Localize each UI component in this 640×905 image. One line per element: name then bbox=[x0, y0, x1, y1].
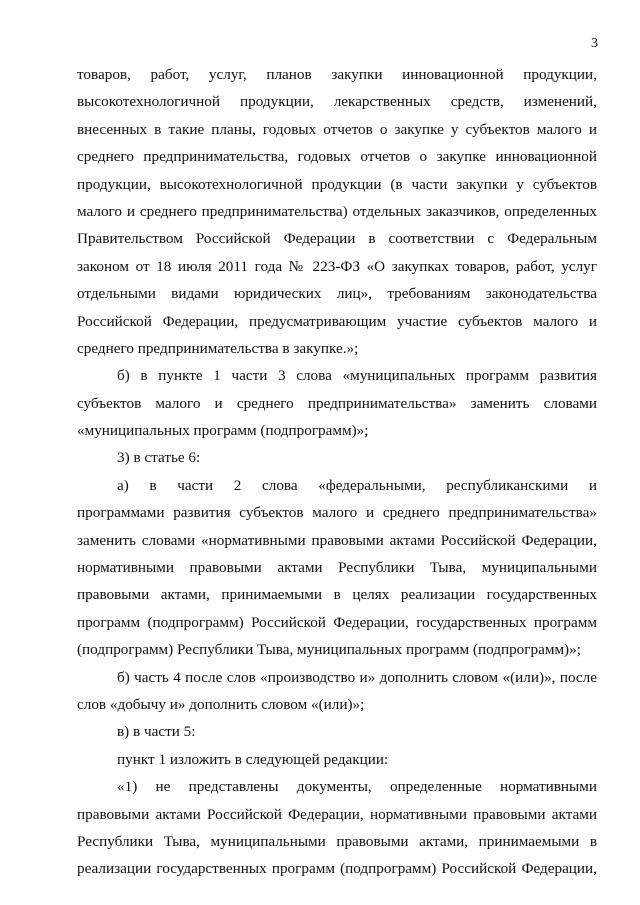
text-line: в) в части 5: bbox=[117, 723, 196, 741]
text-line: правовыми актами, принимаемыми в целях реализации государственных bbox=[77, 586, 597, 604]
text-line: пункт 1 изложить в следующей редакции: bbox=[117, 750, 389, 768]
text-line: высокотехнологичной продукции, лекарственных средств, изменений, bbox=[77, 93, 597, 111]
text-line: нормативными правовыми актами Республики Тыва, муниципальными bbox=[77, 559, 597, 577]
text-line: товаров, работ, услуг, планов закупки инновационной продукции, bbox=[77, 66, 597, 83]
text-line: внесенных в такие планы, годовых отчетов о закупке у субъектов малого и bbox=[77, 120, 597, 138]
text-line: программ (подпрограмм) Российской Федерации, государственных программ bbox=[77, 613, 597, 631]
paragraph bbox=[77, 362, 597, 444]
text-line: среднего предпринимательства в закупке.»; bbox=[77, 339, 359, 357]
paragraph bbox=[77, 664, 597, 719]
text-line: «муниципальных программ (подпрограмм)»; bbox=[77, 422, 369, 440]
paragraph bbox=[77, 773, 597, 883]
paragraph bbox=[77, 61, 597, 362]
text-line: (подпрограмм) Республики Тыва, муниципальных программ (подпрограмм)»; bbox=[77, 641, 581, 659]
text-line: 3) в статье 6: bbox=[117, 449, 201, 467]
text-line: Правительством Российской Федерации в соответствии с Федеральным bbox=[77, 230, 597, 248]
text-line: продукции, высокотехнологичной продукции (в части закупки у субъектов bbox=[77, 175, 597, 193]
text-line: отдельными видами юридических лиц», требованиям законодательства bbox=[77, 285, 597, 303]
text-line: б) часть 4 после слов «производство и» дополнить словом «(или)», после bbox=[117, 668, 597, 686]
paragraph bbox=[77, 444, 597, 471]
text-line: субъектов малого и среднего предпринимательства» заменить словами bbox=[77, 394, 597, 412]
text-line: а) в части 2 слова «федеральными, республиканскими и bbox=[117, 476, 597, 494]
text-line: правовыми актами Российской Федерации, нормативными правовыми актами bbox=[77, 805, 597, 823]
text-line: Российской Федерации, предусматривающим участие субъектов малого и bbox=[77, 312, 597, 330]
text-line: заменить словами «нормативными правовыми актами Российской Федерации, bbox=[77, 531, 597, 549]
text-line: малого и среднего предпринимательства) отдельных заказчиков, определенных bbox=[77, 202, 597, 220]
text-line: реализации государственных программ (подпрограмм) Российской Федерации, bbox=[77, 860, 597, 878]
text-line: «1) не представлены документы, определенные нормативными bbox=[117, 778, 597, 796]
paragraph bbox=[77, 718, 597, 745]
text-line: законом от 18 июля 2011 года № 223-ФЗ «О закупках товаров, работ, услуг bbox=[77, 257, 597, 275]
text-line: слов «добычу и» дополнить словом «(или)»; bbox=[77, 695, 365, 713]
text-line: среднего предпринимательства, годовых отчетов о закупке инновационной bbox=[77, 148, 597, 166]
page-number: 3 bbox=[591, 36, 598, 51]
paragraph bbox=[77, 746, 597, 773]
paragraph bbox=[77, 472, 597, 664]
text-line: Республики Тыва, муниципальными правовыми актами, принимаемыми в bbox=[77, 832, 597, 850]
text-line: программами развития субъектов малого и среднего предпринимательства» bbox=[77, 504, 597, 522]
document-body bbox=[77, 61, 597, 883]
text-line: б) в пункте 1 части 3 слова «муниципальных программ развития bbox=[117, 367, 597, 385]
